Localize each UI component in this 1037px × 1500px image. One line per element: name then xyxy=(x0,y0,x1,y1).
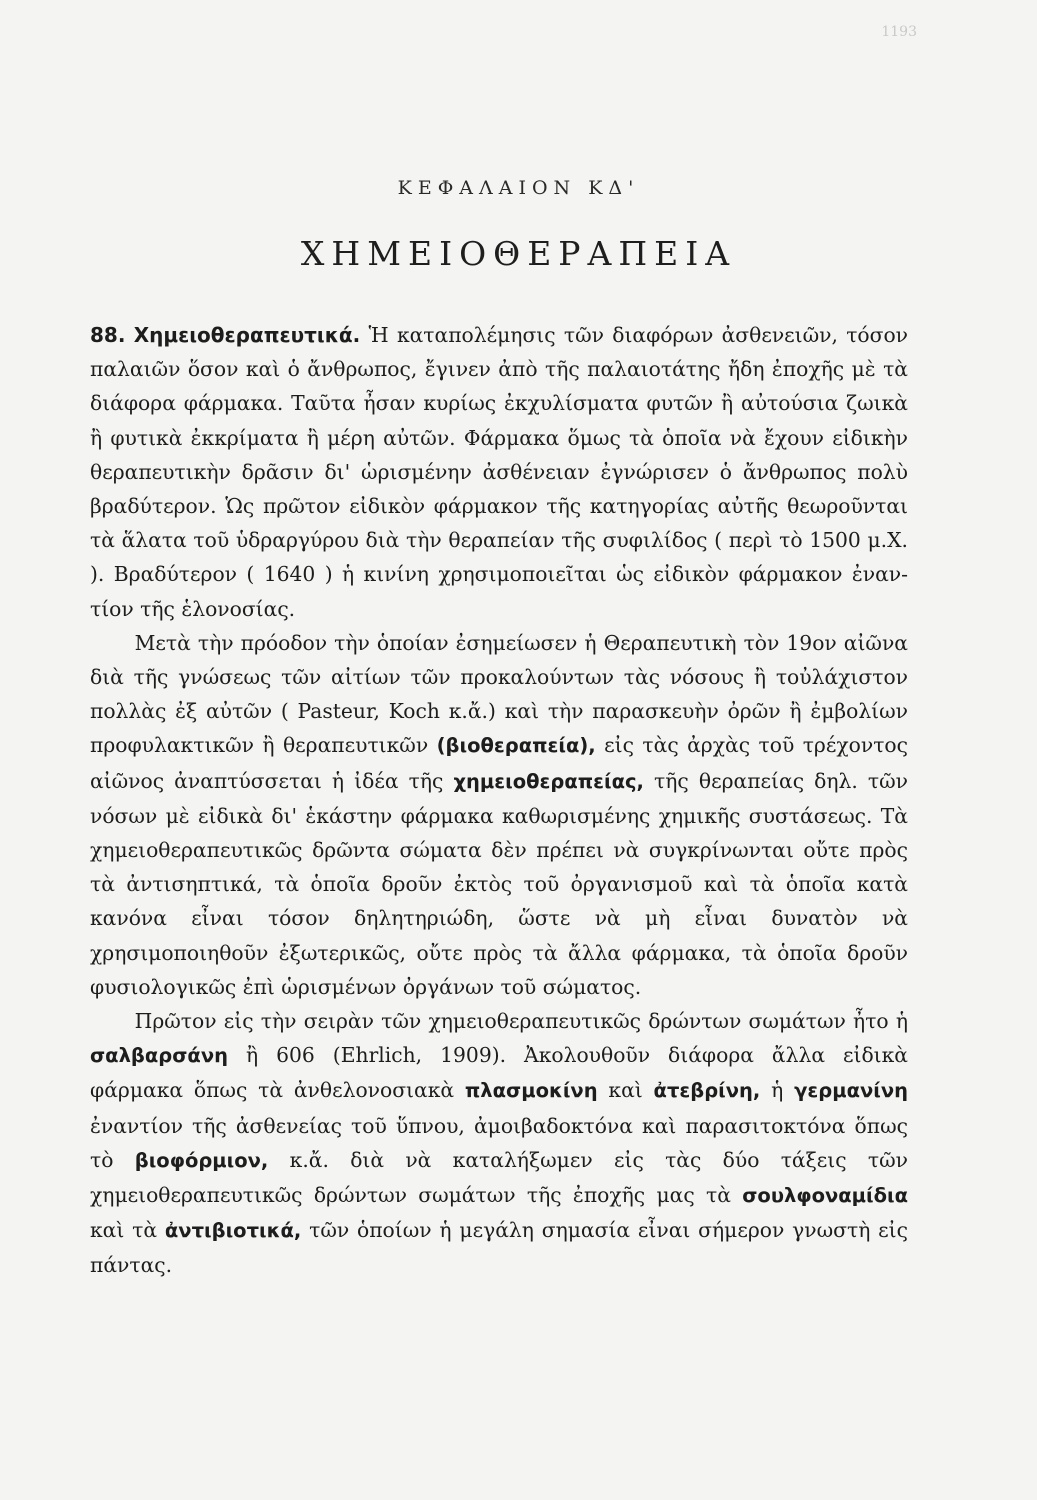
paragraph-text: ἢ 606 (Ehrlich, 1909). Ἀκολουθοῦν διάφορα ἄλλα εἰδικὰ φάρμακα ὅπως τὰ ἀνθελονοσιακὰ xyxy=(90,1043,908,1103)
term-biotherapy: (βιοθεραπεία), xyxy=(436,734,596,758)
term-antibiotics: ἀντιβιοτικά, xyxy=(164,1219,302,1243)
chapter-title: ΧΗΜΕΙΟΘΕΡΑΠΕΙΑ xyxy=(300,234,737,273)
paragraph-text: Ἡ καταπολέμησις τῶν διαφόρων ἀσθενειῶν, τόσον παλαιῶν ὅσον καὶ ὁ ἄνθρωπος, ἔγινεν ἀπὸ τῆς παλαιοτάτης ἤδη ἐποχῆς μὲ τὰ διάφορα φάρμακα. Ταῦτα ἦσαν κυρίως ἐκχυλίσματα φυτῶν ἢ αὐτούσια ζωικὰ ἢ φυτικὰ ἐκκρίματα ἢ μέρη αὐτῶν. Φάρμακα ὅμως τὰ ὁποῖα νὰ ἔχουν εἰδικὴν θεραπευτικὴν δρᾶσιν δι' ὡρισμένην ἀσθένειαν ἐγνώρισεν ὁ ἄνθρωπος πολὺ βραδύτερον. Ὡς πρῶτον εἰδικὸν φάρμακον τῆς κατηγορίας αὐτῆς θεωροῦνται τὰ ἅλατα τοῦ ὑδραργύρου διὰ τὴν θεραπείαν τῆς συφιλίδος ( περὶ τὸ 1500 μ.Χ. ). Βραδύτερον ( 1640 ) ἡ κινίνη χρησιμοποιεῖται ὡς εἰδικὸν φάρμακον ἐναντίον τῆς ἑλονοσίας. xyxy=(90,323,909,621)
term-chemotherapy: χημειοθεραπείας, xyxy=(453,769,644,793)
paragraph-text: κ.ἄ. διὰ νὰ καταλήξωμεν εἰς τὰς δύο τάξεις τῶν χημειοθεραπευτικῶς δρώντων σωμάτων τῆς ἐποχῆς μας τὰ xyxy=(90,1147,908,1208)
paragraph-1 xyxy=(90,318,908,626)
term-sulfonamides: σουλφοναμίδια xyxy=(742,1184,908,1208)
term-atebrin: ἀτεβρίνη, xyxy=(653,1079,761,1103)
term-germanin: γερμανίνη xyxy=(794,1079,909,1103)
paragraph-text: τῶν ὁποίων ἡ μεγάλη σημασία εἶναι σήμερον γνωστὴ εἰς πάντας. xyxy=(90,1218,908,1278)
term-plasmoquine: πλασμοκίνη xyxy=(464,1079,598,1103)
chapter-label: ΚΕΦΑΛΑΙΟΝ ΚΔ' xyxy=(397,177,640,199)
page-number: 1193 xyxy=(881,24,917,40)
paragraph-text: ἡ xyxy=(760,1078,795,1103)
section-number: 88. xyxy=(90,323,126,347)
paragraph-text: εἰς τὰς ἀρχὰς τοῦ τρέχοντος αἰῶνος ἀναπτύσσεται ἡ ἰδέα τῆς xyxy=(90,733,908,793)
term-bioform: βιοφόρμιον, xyxy=(134,1148,269,1172)
paragraph-text: ἐναντίον τῆς ἀσθενείας τοῦ ὕπνου, ἀμοιβαδοκτόνα καὶ παρασιτοκτόνα ὅπως τὸ xyxy=(90,1113,908,1172)
paragraph-text: καὶ xyxy=(597,1078,654,1103)
paragraph-2 xyxy=(90,626,908,1004)
term-salvarsan: σαλβαρσάνη xyxy=(90,1044,228,1068)
paragraph-text: Πρῶτον εἰς τὴν σειρὰν τῶν χημειοθεραπευτικῶς δρώντων σωμάτων ἦτο ἡ xyxy=(134,1009,908,1034)
paragraph-3 xyxy=(90,1004,908,1283)
paragraph-text: τῆς θεραπείας δηλ. τῶν νόσων μὲ εἰδικὰ δι' ἑκάστην φάρμακα καθωρισμένης χημικῆς συστάσεως. Τὰ χημειοθεραπευτικῶς δρῶντα σώματα δὲν πρέπει νὰ συγκρίνωνται οὔτε πρὸς τὰ ἀντισηπτικά, τὰ ὁποῖα δροῦν ἐκτὸς τοῦ ὀργανισμοῦ καὶ τὰ ὁποῖα κατὰ κανόνα εἶναι τόσον δηλητηριώδη, ὥστε νὰ μὴ εἶναι δυνατὸν νὰ χρησιμοποιηθοῦν ἐξωτερικῶς, οὔτε πρὸς τὰ ἄλλα φάρμακα, τὰ ὁποῖα δροῦν φυσιολογικῶς ἐπὶ ὡρισμένων ὀργάνων τοῦ σώματος. xyxy=(90,768,908,999)
paragraph-text: καὶ τὰ xyxy=(90,1218,165,1243)
paragraph-text: Μετὰ τὴν πρόοδον τὴν ὁποίαν ἐσημείωσεν ἡ Θεραπευτικὴ τὸν 19ον αἰῶνα διὰ τῆς γνώσεως τῶν αἰτίων τῶν προκαλούντων τὰς νόσους ἢ τοὐλάχιστον πολλὰς ἐξ αὐτῶν ( Pasteur, Koch κ.ἄ.) καὶ τὴν παρασκευὴν ὀρῶν ἢ ἐμβολίων προφυλακτικῶν ἢ θεραπευτικῶν xyxy=(90,630,908,758)
section-title: Χημειοθεραπευτικά. xyxy=(133,323,361,347)
body-text xyxy=(90,318,908,1283)
